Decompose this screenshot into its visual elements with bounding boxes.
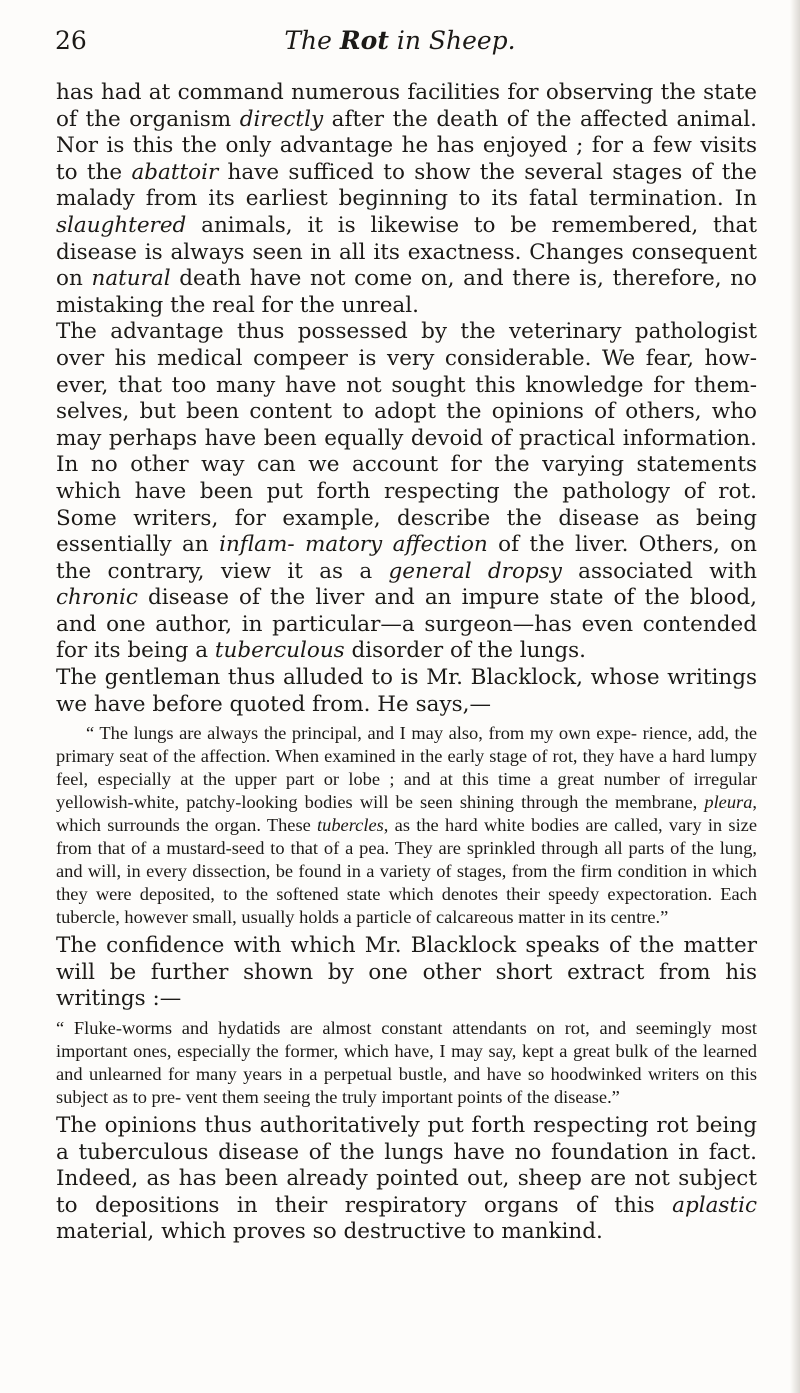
text-run: death have not come on, and there is, therefore, no mistaking the real for the unreal. (56, 266, 757, 318)
paragraph-5 (56, 1113, 757, 1246)
text-run: animals, it is likewise to be remembered, that disease is always seen in all its exactness. Changes consequent on (56, 212, 757, 292)
text-run: The opinions thus authoritatively put forth respecting rot being a tuberculous disease of the lungs have no foundation in fact. Indeed, as has been already pointed out, sheep are not subject to depositions in their respiratory organs of this (56, 1113, 757, 1218)
body-text (56, 80, 757, 1246)
emphasis: general dropsy (388, 558, 562, 584)
text-run: , which surrounds the organ. These (56, 792, 757, 836)
text-run: , as the hard white bodies are called, vary in size from that of a mustard-seed to that of a pea. They are sprinkled through all parts of the lung, and will, in every dissection, be found in a variety of stages, from the firm condition in which they were deposited, to the softened state which denotes their speedy expectoration. Each tubercle, however small, usually holds a particle of calcareous matter in its centre.” (56, 815, 757, 928)
emphasis: chronic (56, 585, 138, 611)
running-title (55, 26, 745, 55)
emphasis: tuberculous (214, 638, 345, 664)
running-title-post: in Sheep. (388, 26, 516, 55)
text-run: disease of the liver and an impure state of the blood, and one author, in particular—a surgeon—has even contended for its being a (56, 585, 757, 664)
running-title-bold: Rot (339, 26, 389, 55)
paragraph-2 (56, 319, 757, 665)
text-run: disorder of the lungs. (344, 638, 587, 664)
quotation-1 (56, 722, 757, 929)
text-run: “ The lungs are always the principal, and I may also, from my own expe- rience, add, the primary seat of the affection. When examined in the early stage of rot, they have a hard lumpy feel, especially at the upper part or lobe ; and at this time a great number of irregular yellowish-white, patchy-looking bodies will be seen shining through the membrane, (56, 723, 757, 813)
page-number: 26 (55, 26, 87, 55)
running-title-pre: The (284, 26, 340, 55)
emphasis: abattoir (131, 159, 219, 185)
text-run: material, which proves so destructive to mankind. (56, 1219, 603, 1245)
paragraph-1 (56, 80, 757, 319)
emphasis: natural (91, 266, 171, 292)
text-run: have sufficed to show the several stages of the malady from its earliest beginning to its fatal termination. In (56, 159, 757, 212)
page-header (55, 26, 745, 58)
emphasis: pleura (704, 792, 753, 813)
text-run: The advantage thus possessed by the veterinary pathologist over his medical compeer is very considerable. We fear, how- ever, that too many have not sought this knowledge for them- selves, but been content to adopt the opinions of others, who may perhaps have been equally devoid of practical information. In no other way can we account for the varying statements which have been put forth respecting the pathology of rot. Some writers, for example, describe the disease as being essentially an (56, 319, 757, 558)
paragraph-4: The confidence with which Mr. Blacklock speaks of the matter will be further shown by one other short extract from his writings :— (56, 933, 757, 1012)
emphasis: directly (239, 106, 324, 132)
emphasis: slaughtered (56, 212, 187, 238)
quotation-2: “ Fluke-worms and hydatids are almost constant attendants on rot, and seemingly most important ones, especially the former, which have, I may say, kept a great bulk of the learned and unlearned for many years in a perpetual bustle, and have so hoodwinked writers on this subject as to pre- vent them seeing the truly important points of the disease.” (56, 1018, 757, 1108)
text-run: of the liver. Others, on the contrary, view it as a (56, 532, 757, 584)
text-run: has had at command numerous facilities for observing the state of the organism (56, 80, 757, 132)
text-run: associated with (561, 558, 757, 584)
text-run: after the death of the affected animal. Nor is this the only advantage he has enjoyed ; for a few visits to the (56, 106, 758, 185)
paragraph-3: The gentleman thus alluded to is Mr. Blacklock, whose writings we have before quoted from. He says,— (56, 665, 757, 717)
emphasis: inflam- matory affection (219, 532, 488, 558)
emphasis: tubercles (317, 815, 384, 836)
emphasis: aplastic (672, 1192, 757, 1218)
page-edge-shadow (790, 0, 800, 1393)
